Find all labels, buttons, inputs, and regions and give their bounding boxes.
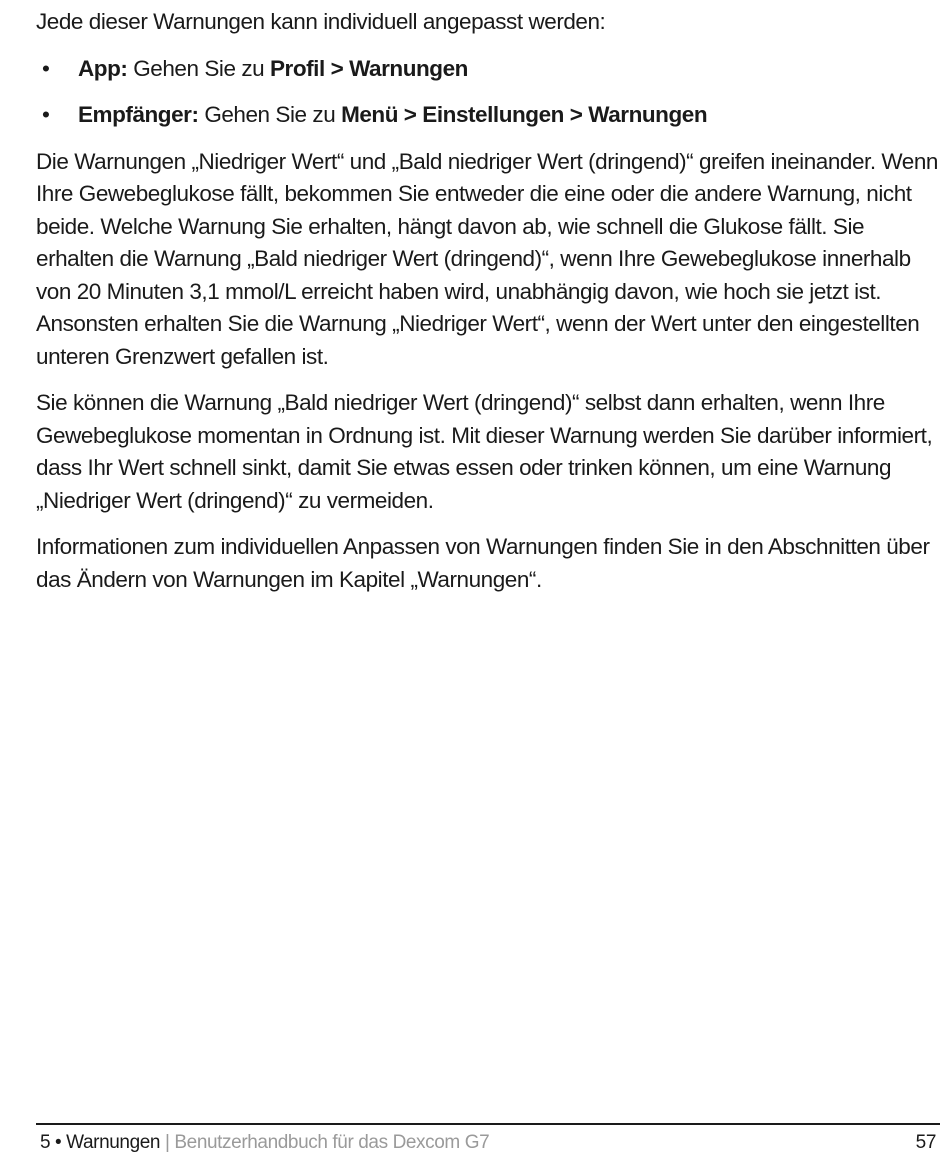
footer-divider	[36, 1123, 940, 1125]
footer-separator: |	[160, 1132, 175, 1153]
footer-chapter: 5 • Warnungen	[40, 1132, 161, 1153]
page-content	[36, 6, 942, 610]
bullet-path: Profil > Warnungen	[269, 55, 468, 81]
paragraph-more-info: Informationen zum individuellen Anpassen von Warnungen finden Sie in den Abschnitten über das Ändern von Warnungen im Kapitel „Warnungen“.	[36, 534, 930, 592]
page-number: 57	[915, 1132, 936, 1153]
bullet-text: Gehen Sie zu	[127, 55, 270, 81]
paragraph-urgent-soon: Sie können die Warnung „Bald niedriger Wert (dringend)“ selbst dann erhalten, wenn Ihre Gewebeglukose momentan in Ordnung ist. Mit dieser Warnung werden Sie darüber informiert, dass Ihr Wert schnell sinkt, damit Sie etwas essen oder trinken können, um eine Warnung „Niedriger Wert (dringend)“ zu vermeiden.	[36, 390, 933, 513]
footer-left	[40, 1131, 489, 1155]
customization-list	[36, 53, 942, 132]
bullet-path: Menü > Einstellungen > Warnungen	[341, 102, 708, 127]
paragraph-alerts-interplay: Die Warnungen „Niedriger Wert“ und „Bald niedriger Wert (dringend)“ greifen ineinander. Wenn Ihre Gewebeglukose fällt, bekommen Sie entweder die eine oder die andere Warnung, nicht beide. Welche Warnung Sie erhalten, hängt davon ab, wie schnell die Glukose fällt. Sie erhalten die Warnung „Bald niedriger Wert (dringend)“, wenn Ihre Gewebeglukose innerhalb von 20 Minuten 3,1 mmol/L erreicht haben wird, unabhängig davon, wie hoch sie jetzt ist. Ansonsten erhalten Sie die Warnung „Niedriger Wert“, wenn der Wert unter den eingestellten unteren Grenzwert gefallen ist.	[36, 148, 938, 369]
bullet-label: App:	[78, 55, 128, 81]
list-item	[36, 53, 942, 86]
list-item	[36, 99, 942, 132]
footer-manual-title: Benutzerhandbuch für das Dexcom G7	[174, 1132, 490, 1153]
bullet-text: Gehen Sie zu	[198, 102, 342, 127]
bullet-label: Empfänger:	[78, 102, 199, 127]
intro-text: Jede dieser Warnungen kann individuell angepasst werden:	[36, 9, 606, 34]
page-footer	[40, 1131, 936, 1155]
